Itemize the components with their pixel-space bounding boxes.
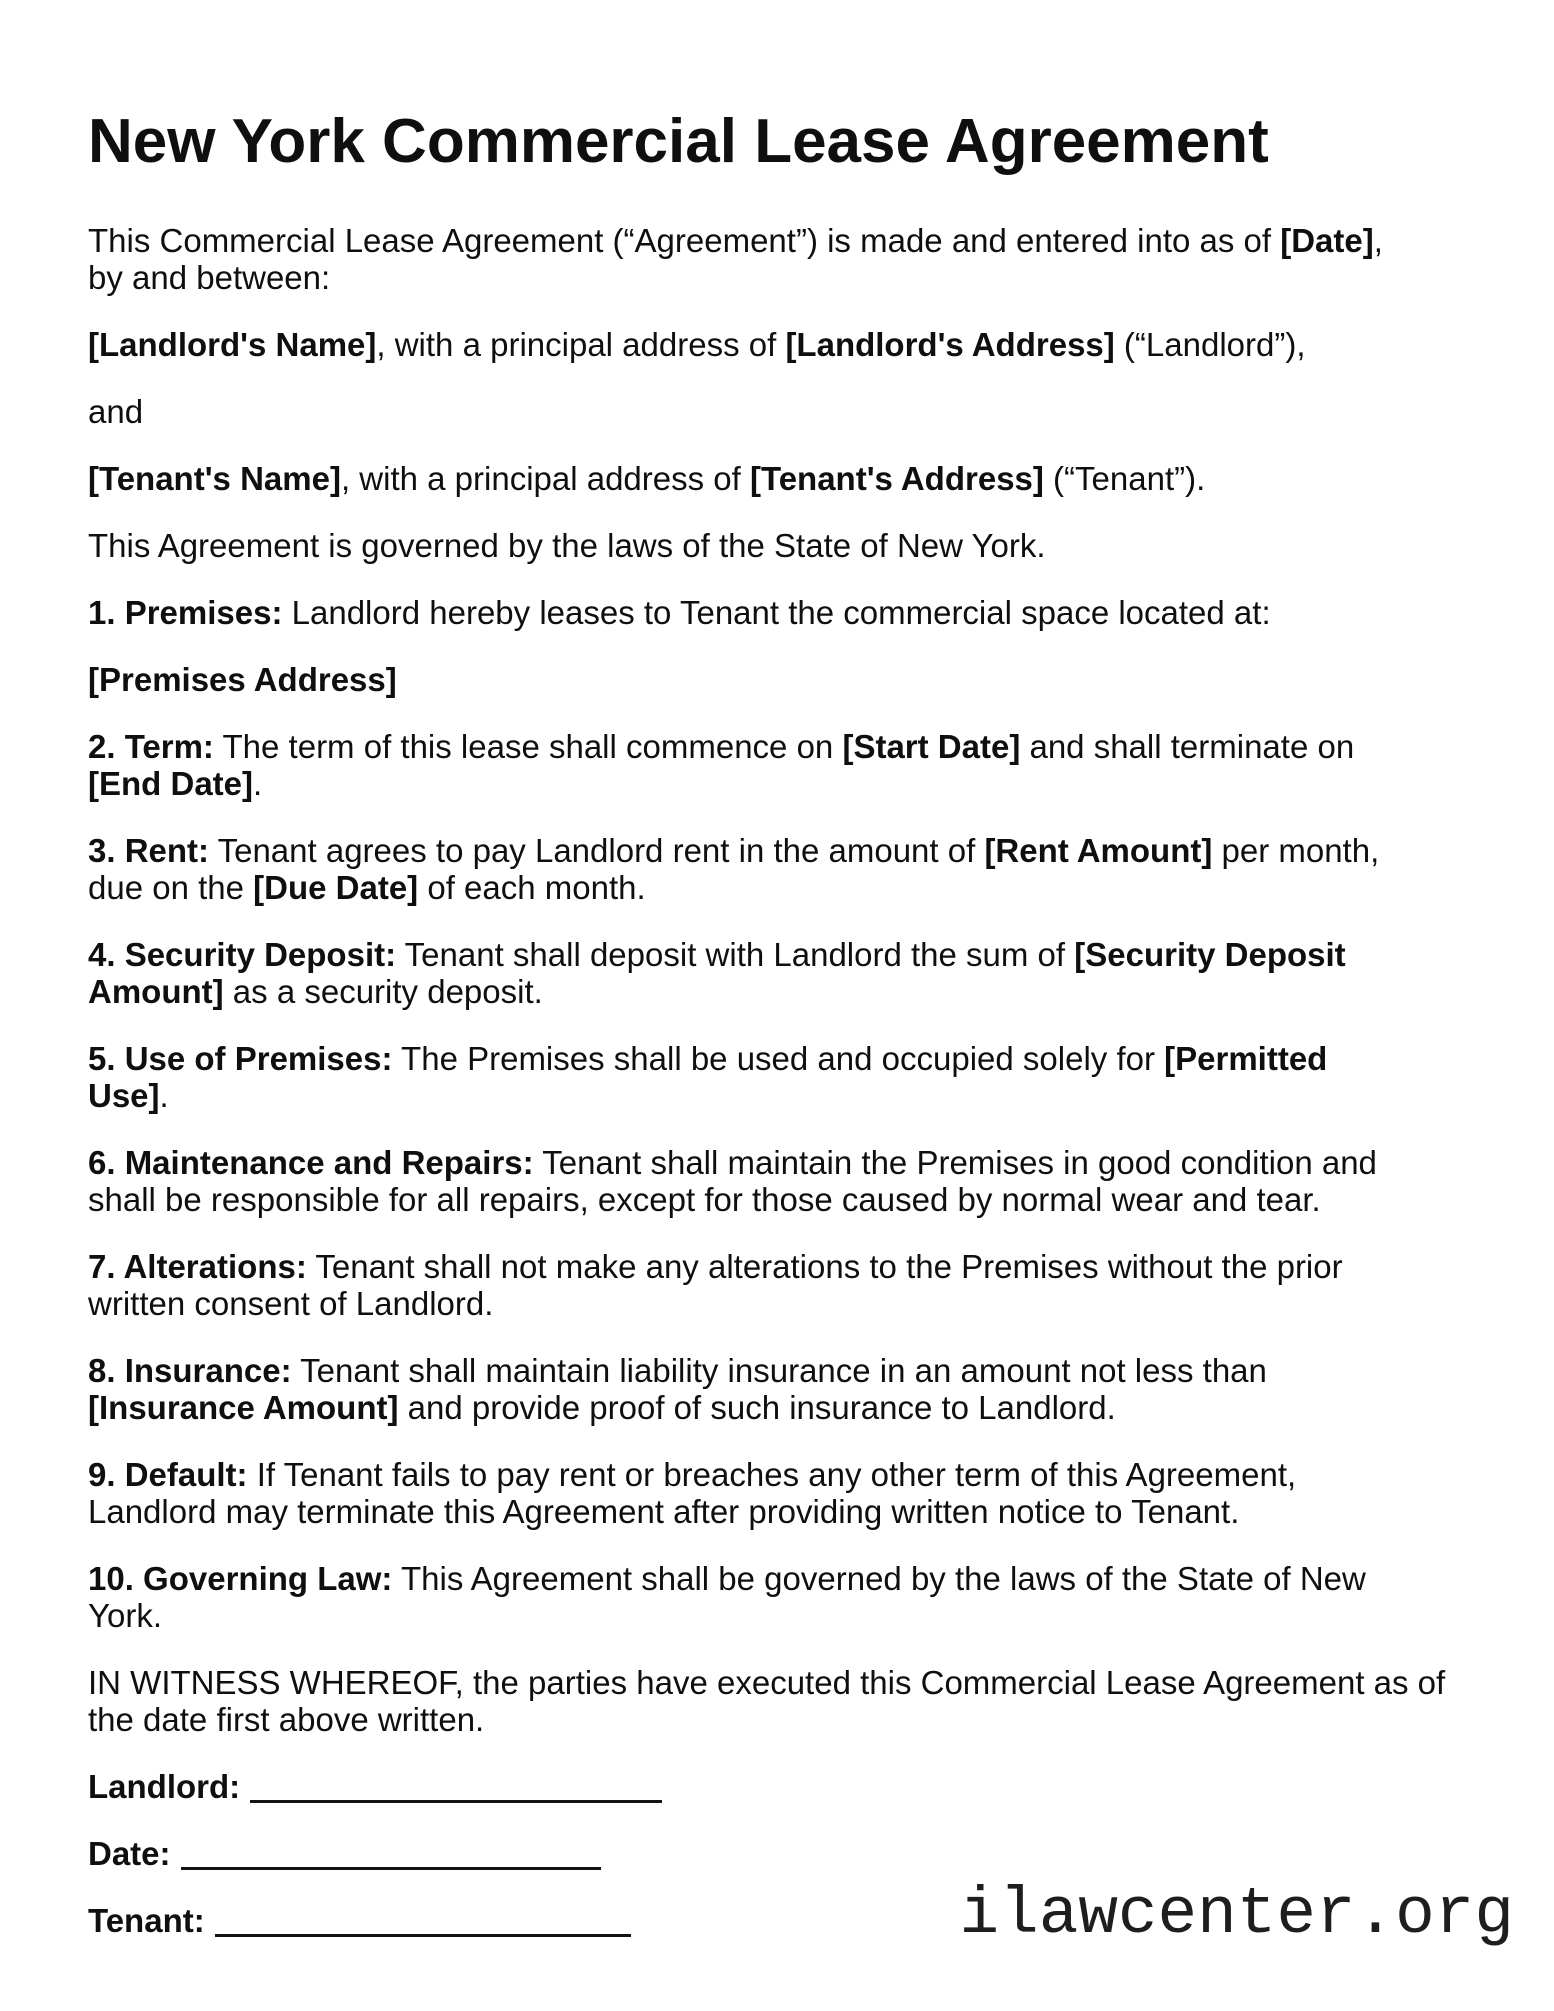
field-placeholder: [Landlord's Name] — [88, 326, 377, 363]
text-line — [88, 765, 1514, 802]
field-placeholder: [Start Date] — [842, 728, 1021, 765]
text-line — [88, 1144, 1514, 1181]
text-segment: due on the — [88, 869, 254, 906]
text-line — [88, 594, 1514, 631]
field-placeholder: 10. Governing Law: — [88, 1560, 393, 1597]
text-line — [88, 527, 1514, 564]
watermark-text: ilawcenter.org — [959, 1877, 1514, 1952]
text-line — [88, 869, 1514, 906]
section-9-default — [88, 1456, 1514, 1530]
section-6-maintenance — [88, 1144, 1514, 1218]
text-segment: and provide proof of such insurance to Landlord. — [398, 1389, 1116, 1426]
text-line — [88, 1077, 1514, 1114]
text-line — [88, 1835, 1514, 1872]
text-line — [88, 1597, 1514, 1634]
signature-blank-line — [181, 1849, 601, 1870]
signature-date — [88, 1835, 1514, 1872]
text-line — [88, 1456, 1514, 1493]
field-placeholder: [Premises Address] — [88, 661, 397, 698]
document-title: New York Commercial Lease Agreement — [88, 107, 1269, 176]
field-placeholder: [Insurance Amount] — [88, 1389, 399, 1426]
text-segment: the date first above written. — [88, 1701, 485, 1738]
text-line — [88, 1285, 1514, 1322]
field-placeholder: [End Date] — [88, 765, 253, 802]
text-line — [88, 1352, 1514, 1389]
field-placeholder: [Permitted — [1164, 1040, 1328, 1077]
text-line — [88, 1181, 1514, 1218]
intro-paragraph — [88, 222, 1514, 296]
section-7-alterations — [88, 1248, 1514, 1322]
section-2-term — [88, 728, 1514, 802]
field-placeholder: [Rent Amount] — [984, 832, 1213, 869]
text-segment: This Commercial Lease Agreement (“Agreement”) is made and entered into as of — [88, 222, 1281, 259]
section-4-security-deposit — [88, 936, 1514, 1010]
section-5-use-of-premises — [88, 1040, 1514, 1114]
text-segment: York. — [88, 1597, 162, 1634]
text-segment: Landlord may terminate this Agreement after providing written notice to Tenant. — [88, 1493, 1240, 1530]
text-segment: per month, — [1212, 832, 1380, 869]
text-line — [88, 222, 1514, 259]
text-segment: Tenant shall maintain the Premises in good condition and — [533, 1144, 1377, 1181]
section-8-insurance — [88, 1352, 1514, 1426]
field-placeholder: [Security Deposit — [1074, 936, 1346, 973]
field-placeholder: 6. Maintenance and Repairs: — [88, 1144, 534, 1181]
signature-blank-line — [250, 1782, 662, 1803]
premises-address — [88, 661, 1514, 698]
section-10-governing-law — [88, 1560, 1514, 1634]
field-placeholder: Tenant: — [88, 1902, 205, 1939]
text-segment: Tenant shall not make any alterations to the Premises without the prior — [306, 1248, 1343, 1285]
text-line — [88, 1768, 1514, 1805]
text-segment: , — [1373, 222, 1383, 259]
field-placeholder: [Tenant's Name] — [88, 460, 341, 497]
section-3-rent — [88, 832, 1514, 906]
text-line — [88, 259, 1514, 296]
text-line — [88, 1664, 1514, 1701]
field-placeholder: [Tenant's Address] — [750, 460, 1044, 497]
text-segment: of each month. — [418, 869, 646, 906]
field-placeholder: Date: — [88, 1835, 171, 1872]
field-placeholder: Amount] — [88, 973, 224, 1010]
text-segment: This Agreement shall be governed by the laws of the State of New — [392, 1560, 1366, 1597]
text-segment: The term of this lease shall commence on — [213, 728, 843, 765]
landlord-party — [88, 326, 1514, 363]
field-placeholder: 4. Security Deposit: — [88, 936, 397, 973]
text-line — [88, 1248, 1514, 1285]
field-placeholder: [Landlord's Address] — [785, 326, 1115, 363]
text-segment: . — [253, 765, 263, 802]
text-segment: as a security deposit. — [223, 973, 543, 1010]
field-placeholder: 1. Premises: — [88, 594, 283, 631]
text-line — [88, 326, 1514, 363]
field-placeholder: Use] — [88, 1077, 160, 1114]
text-line — [88, 460, 1514, 497]
text-segment: Landlord hereby leases to Tenant the commercial space located at: — [282, 594, 1271, 631]
text-line — [88, 728, 1514, 765]
text-segment: by and between: — [88, 259, 331, 296]
document-content — [88, 0, 1514, 1969]
text-segment: IN WITNESS WHEREOF, the parties have executed this Commercial Lease Agreement as of — [88, 1664, 1446, 1701]
governing-statement — [88, 527, 1514, 564]
signature-landlord — [88, 1768, 1514, 1805]
signature-blank-line — [215, 1916, 631, 1937]
text-line — [88, 1701, 1514, 1738]
field-placeholder: Landlord: — [88, 1768, 241, 1805]
text-segment: , with a principal address of — [376, 326, 786, 363]
text-segment: . — [159, 1077, 169, 1114]
text-segment: Tenant shall maintain liability insurance in an amount not less than — [291, 1352, 1267, 1389]
text-segment: If Tenant fails to pay rent or breaches any other term of this Agreement, — [247, 1456, 1297, 1493]
field-placeholder: [Due Date] — [253, 869, 419, 906]
field-placeholder: 5. Use of Premises: — [88, 1040, 393, 1077]
text-line — [88, 973, 1514, 1010]
text-segment: Tenant shall deposit with Landlord the sum of — [396, 936, 1075, 973]
and-connector — [88, 393, 1514, 430]
text-segment: and shall terminate on — [1020, 728, 1355, 765]
tenant-party — [88, 460, 1514, 497]
section-1-premises — [88, 594, 1514, 631]
witness-clause — [88, 1664, 1514, 1738]
text-line — [88, 1040, 1514, 1077]
text-line — [88, 1560, 1514, 1597]
text-line — [88, 936, 1514, 973]
document-body — [88, 222, 1514, 1939]
text-segment: written consent of Landlord. — [88, 1285, 494, 1322]
text-segment: shall be responsible for all repairs, except for those caused by normal wear and tear. — [88, 1181, 1321, 1218]
text-segment: , with a principal address of — [340, 460, 750, 497]
text-segment: Tenant agrees to pay Landlord rent in the amount of — [209, 832, 985, 869]
field-placeholder: 3. Rent: — [88, 832, 210, 869]
field-placeholder: 9. Default: — [88, 1456, 248, 1493]
text-line — [88, 832, 1514, 869]
text-segment: (“Landlord”), — [1114, 326, 1306, 363]
text-segment: and — [88, 393, 144, 430]
field-placeholder: 2. Term: — [88, 728, 214, 765]
text-line — [88, 1493, 1514, 1530]
text-line — [88, 1389, 1514, 1426]
text-line — [88, 393, 1514, 430]
field-placeholder: [Date] — [1280, 222, 1374, 259]
text-segment: The Premises shall be used and occupied solely for — [392, 1040, 1165, 1077]
text-line — [88, 661, 1514, 698]
field-placeholder: 8. Insurance: — [88, 1352, 292, 1389]
field-placeholder: 7. Alterations: — [88, 1248, 307, 1285]
text-segment: This Agreement is governed by the laws of the State of New York. — [88, 527, 1046, 564]
text-segment: (“Tenant”). — [1043, 460, 1206, 497]
